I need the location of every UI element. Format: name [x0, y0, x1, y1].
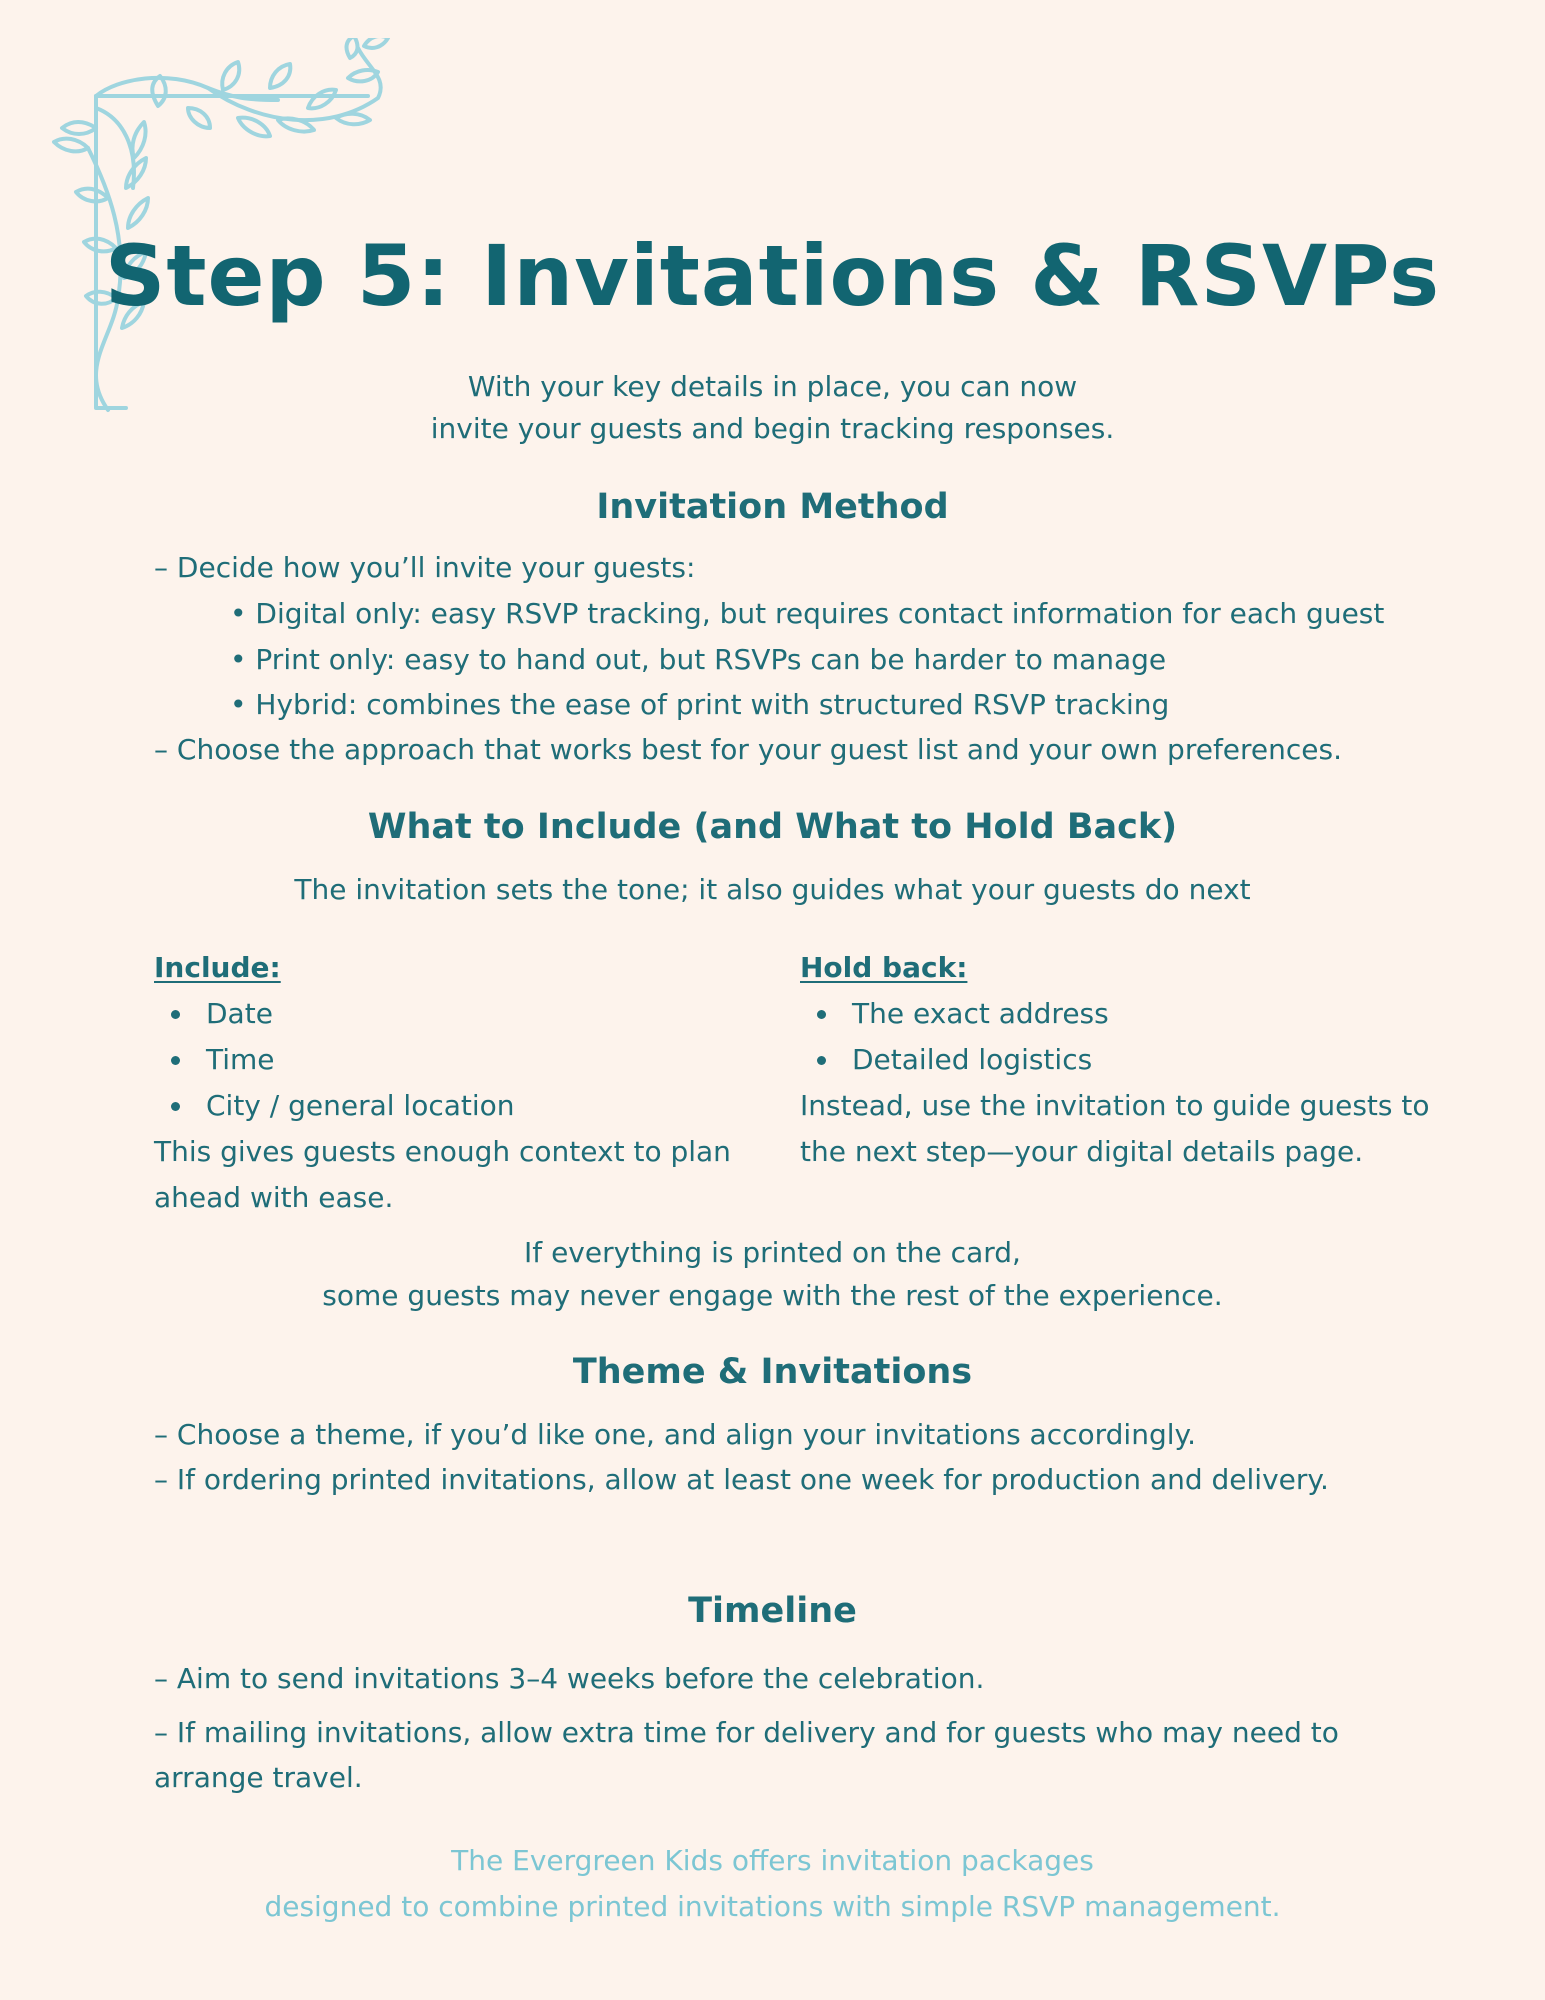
bullet-icon: [171, 1102, 180, 1111]
hold-back-heading: Hold back:: [800, 951, 968, 984]
warning-line: some guests may never engage with the rest of the experience.: [322, 1279, 1223, 1312]
list-item-label: Date: [206, 997, 273, 1030]
invitation-method-lead: – Decide how you’ll invite your guests:: [154, 551, 696, 584]
list-item: [154, 1037, 754, 1083]
include-note-line: ahead with ease.: [154, 1181, 394, 1214]
warning-line: If everything is printed on the card,: [524, 1236, 1021, 1269]
intro-line: With your key details in place, you can now: [467, 370, 1078, 403]
list-item: [154, 1083, 754, 1129]
theme-heading: Theme & Invitations: [572, 1352, 973, 1392]
page-title: Step 5: Invitations & RSVPs: [104, 227, 1441, 325]
intro-line: invite your guests and begin tracking responses.: [430, 412, 1115, 445]
invitation-method-closing: – Choose the approach that works best for your guest list and your own preferences.: [154, 733, 1343, 766]
what-to-include-heading: What to Include (and What to Hold Back): [367, 807, 1178, 847]
include-note-line: This gives guests enough context to plan: [154, 1135, 731, 1168]
intro-text: [0, 366, 1545, 450]
timeline-line: arrange travel.: [154, 1761, 363, 1794]
invitation-method-heading: Invitation Method: [596, 487, 949, 527]
list-item-label: The exact address: [852, 997, 1109, 1030]
theme-line: – Choose a theme, if you’d like one, and align your invitations accordingly.: [154, 1418, 1196, 1451]
theme-line: – If ordering printed invitations, allow at least one week for production and delivery.: [154, 1463, 1329, 1496]
list-item: [800, 1037, 1460, 1083]
hold-back-list: [800, 991, 1460, 1083]
bullet-icon: [817, 1056, 826, 1065]
include-column: [154, 945, 754, 1221]
list-item: [154, 991, 754, 1037]
bullet-icon: [817, 1010, 826, 1019]
timeline-line: – Aim to send invitations 3–4 weeks before the celebration.: [154, 1662, 985, 1695]
footer-line: designed to combine printed invitations with simple RSVP management.: [264, 1890, 1281, 1923]
hold-back-note-line: the next step—your digital details page.: [800, 1135, 1364, 1168]
include-heading: Include:: [154, 951, 281, 984]
invitation-option-print: • Print only: easy to hand out, but RSVPs can be harder to manage: [230, 643, 1167, 676]
hold-back-note: [800, 1083, 1460, 1175]
list-item: [800, 991, 1460, 1037]
footer-line: The Evergreen Kids offers invitation packages: [451, 1844, 1094, 1877]
list-item-label: Time: [206, 1043, 275, 1076]
timeline-heading: Timeline: [688, 1591, 857, 1631]
include-note: [154, 1129, 754, 1221]
invitation-option-hybrid: • Hybrid: combines the ease of print with structured RSVP tracking: [230, 688, 1170, 721]
hold-back-note-line: Instead, use the invitation to guide guests to: [800, 1089, 1430, 1122]
list-item-label: City / general location: [206, 1089, 515, 1122]
bullet-icon: [171, 1056, 180, 1065]
timeline-line: – If mailing invitations, allow extra time for delivery and for guests who may need to: [154, 1716, 1339, 1749]
bullet-icon: [171, 1010, 180, 1019]
list-item-label: Detailed logistics: [852, 1043, 1093, 1076]
hold-back-column: [800, 945, 1460, 1175]
include-list: [154, 991, 754, 1129]
invitation-option-digital: • Digital only: easy RSVP tracking, but requires contact information for each guest: [230, 597, 1385, 630]
leafy-vine-corner-icon: [38, 38, 418, 413]
footer-promo: [0, 1838, 1545, 1930]
what-to-include-subtitle: The invitation sets the tone; it also guides what your guests do next: [294, 873, 1251, 906]
